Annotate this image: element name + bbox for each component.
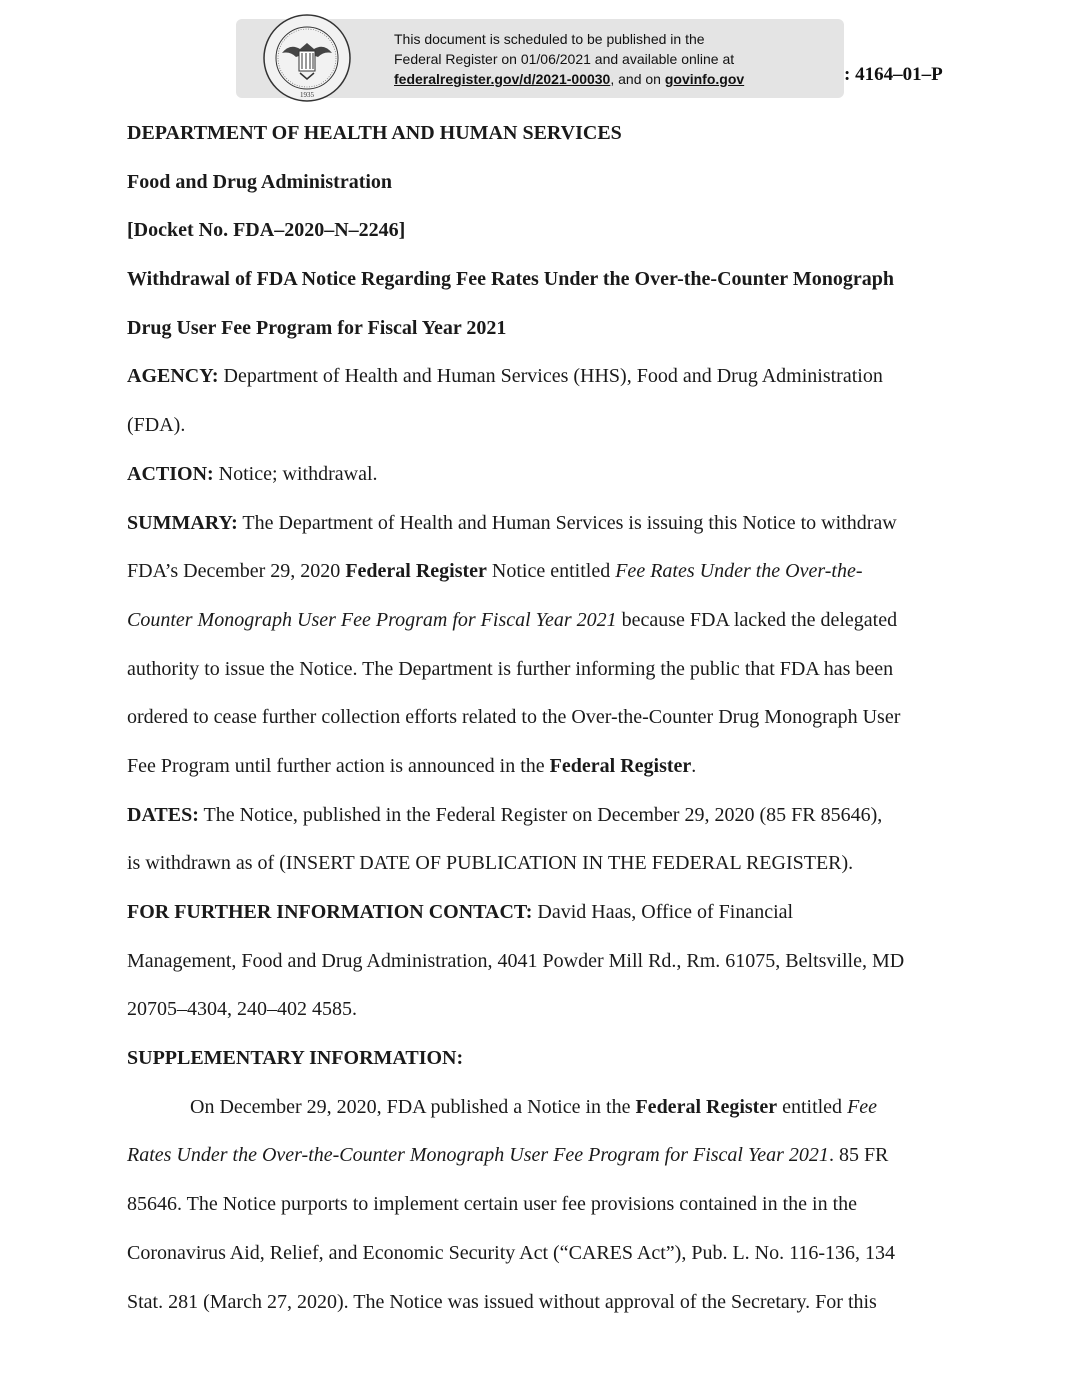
publication-notice xyxy=(394,29,824,89)
document-body xyxy=(127,109,957,1326)
federalregister-link[interactable]: federalregister.gov/d/2021-00030 xyxy=(394,71,611,87)
federal-register-ref: Federal Register xyxy=(635,1095,778,1118)
billing-code: : 4164–01–P xyxy=(844,64,943,85)
summary-line-1: The Department of Health and Human Services is issuing this Notice to withdraw xyxy=(237,511,897,534)
summary-text: . xyxy=(691,754,697,777)
action-text: Notice; withdrawal. xyxy=(213,462,378,485)
dates-line-2: is withdrawn as of (INSERT DATE OF PUBLICATION IN THE FEDERAL REGISTER). xyxy=(127,852,854,875)
banner-line-3 xyxy=(394,69,824,89)
summary-text: FDA’s December 29, 2020 xyxy=(127,560,346,583)
document-title-line-1: Withdrawal of FDA Notice Regarding Fee Rates Under the Over-the-Counter Monograph xyxy=(127,268,894,291)
dates-line-1: The Notice, published in the Federal Register on December 29, 2020 (85 FR 85646), xyxy=(198,803,883,826)
summary-line-3 xyxy=(127,596,957,645)
action-label: ACTION: xyxy=(127,462,214,485)
national-archives-seal-icon xyxy=(262,13,352,103)
summary-text: Fee Program until further action is announced in the xyxy=(127,754,550,777)
seal-year: 1935 xyxy=(300,91,314,99)
supplementary-line-4: Coronavirus Aid, Relief, and Economic Security Act (“CARES Act”), Pub. L. No. 116-136, 134 xyxy=(127,1241,896,1264)
notice-title-ref: Counter Monograph User Fee Program for Fiscal Year 2021 xyxy=(127,608,617,631)
notice-title-ref: Fee xyxy=(847,1095,878,1118)
supplementary-line-5: Stat. 281 (March 27, 2020). The Notice was issued without approval of the Secretary. For this xyxy=(127,1290,877,1313)
banner-line-2: Federal Register on 01/06/2021 and available online at xyxy=(394,51,735,67)
contact-label: FOR FURTHER INFORMATION CONTACT: xyxy=(127,901,533,923)
federal-register-ref: Federal Register xyxy=(549,754,692,777)
contact-section xyxy=(127,888,957,937)
contact-line-1: David Haas, Office of Financial xyxy=(532,901,794,923)
supplementary-label: SUPPLEMENTARY INFORMATION: xyxy=(127,1047,464,1070)
agency-text: Department of Health and Human Services (HHS), Food and Drug Administration xyxy=(218,365,883,388)
supplementary-line-2 xyxy=(127,1131,957,1180)
dates-label: DATES: xyxy=(127,803,199,826)
notice-title-ref: Fee Rates Under the Over-the- xyxy=(615,560,863,583)
dates-section xyxy=(127,791,957,840)
supplementary-text: On December 29, 2020, FDA published a Notice in the xyxy=(190,1095,636,1118)
federal-register-ref: Federal Register xyxy=(345,560,487,583)
summary-line-6 xyxy=(127,742,957,791)
summary-line-2 xyxy=(127,547,957,596)
summary-text: Notice entitled xyxy=(486,560,616,583)
summary-section xyxy=(127,499,957,548)
document-title-line-2: Drug User Fee Program for Fiscal Year 2021 xyxy=(127,316,507,339)
docket-number: [Docket No. FDA–2020–N–2246] xyxy=(127,219,406,242)
department-heading: DEPARTMENT OF HEALTH AND HUMAN SERVICES xyxy=(127,122,622,144)
banner-line-1: This document is scheduled to be published in the xyxy=(394,31,705,47)
action-section xyxy=(127,450,957,499)
contact-line-3: 20705–4304, 240–402 4585. xyxy=(127,998,357,1021)
agency-text-line-2: (FDA). xyxy=(127,414,186,437)
govinfo-link[interactable]: govinfo.gov xyxy=(664,71,745,87)
supplementary-line-1 xyxy=(127,1083,957,1132)
summary-line-5: ordered to cease further collection efforts related to the Over-the-Counter Drug Monograph User xyxy=(127,706,901,729)
agency-label: AGENCY: xyxy=(127,365,219,388)
supplementary-line-3: 85646. The Notice purports to implement certain user fee provisions contained in the in the xyxy=(127,1193,857,1216)
banner-conjunction: , and on xyxy=(610,71,665,87)
contact-line-2: Management, Food and Drug Administration, 4041 Powder Mill Rd., Rm. 61075, Beltsville, MD xyxy=(127,949,905,972)
agency-heading: Food and Drug Administration xyxy=(127,170,393,193)
summary-line-4: authority to issue the Notice. The Department is further informing the public that FDA has been xyxy=(127,657,894,680)
agency-section xyxy=(127,352,957,401)
summary-text: because FDA lacked the delegated xyxy=(616,608,898,631)
supplementary-text: entitled xyxy=(777,1095,848,1118)
supplementary-text: . 85 FR xyxy=(828,1144,889,1167)
summary-label: SUMMARY: xyxy=(127,511,238,534)
notice-title-ref: Rates Under the Over-the-Counter Monograph User Fee Program for Fiscal Year 2021 xyxy=(127,1144,829,1167)
